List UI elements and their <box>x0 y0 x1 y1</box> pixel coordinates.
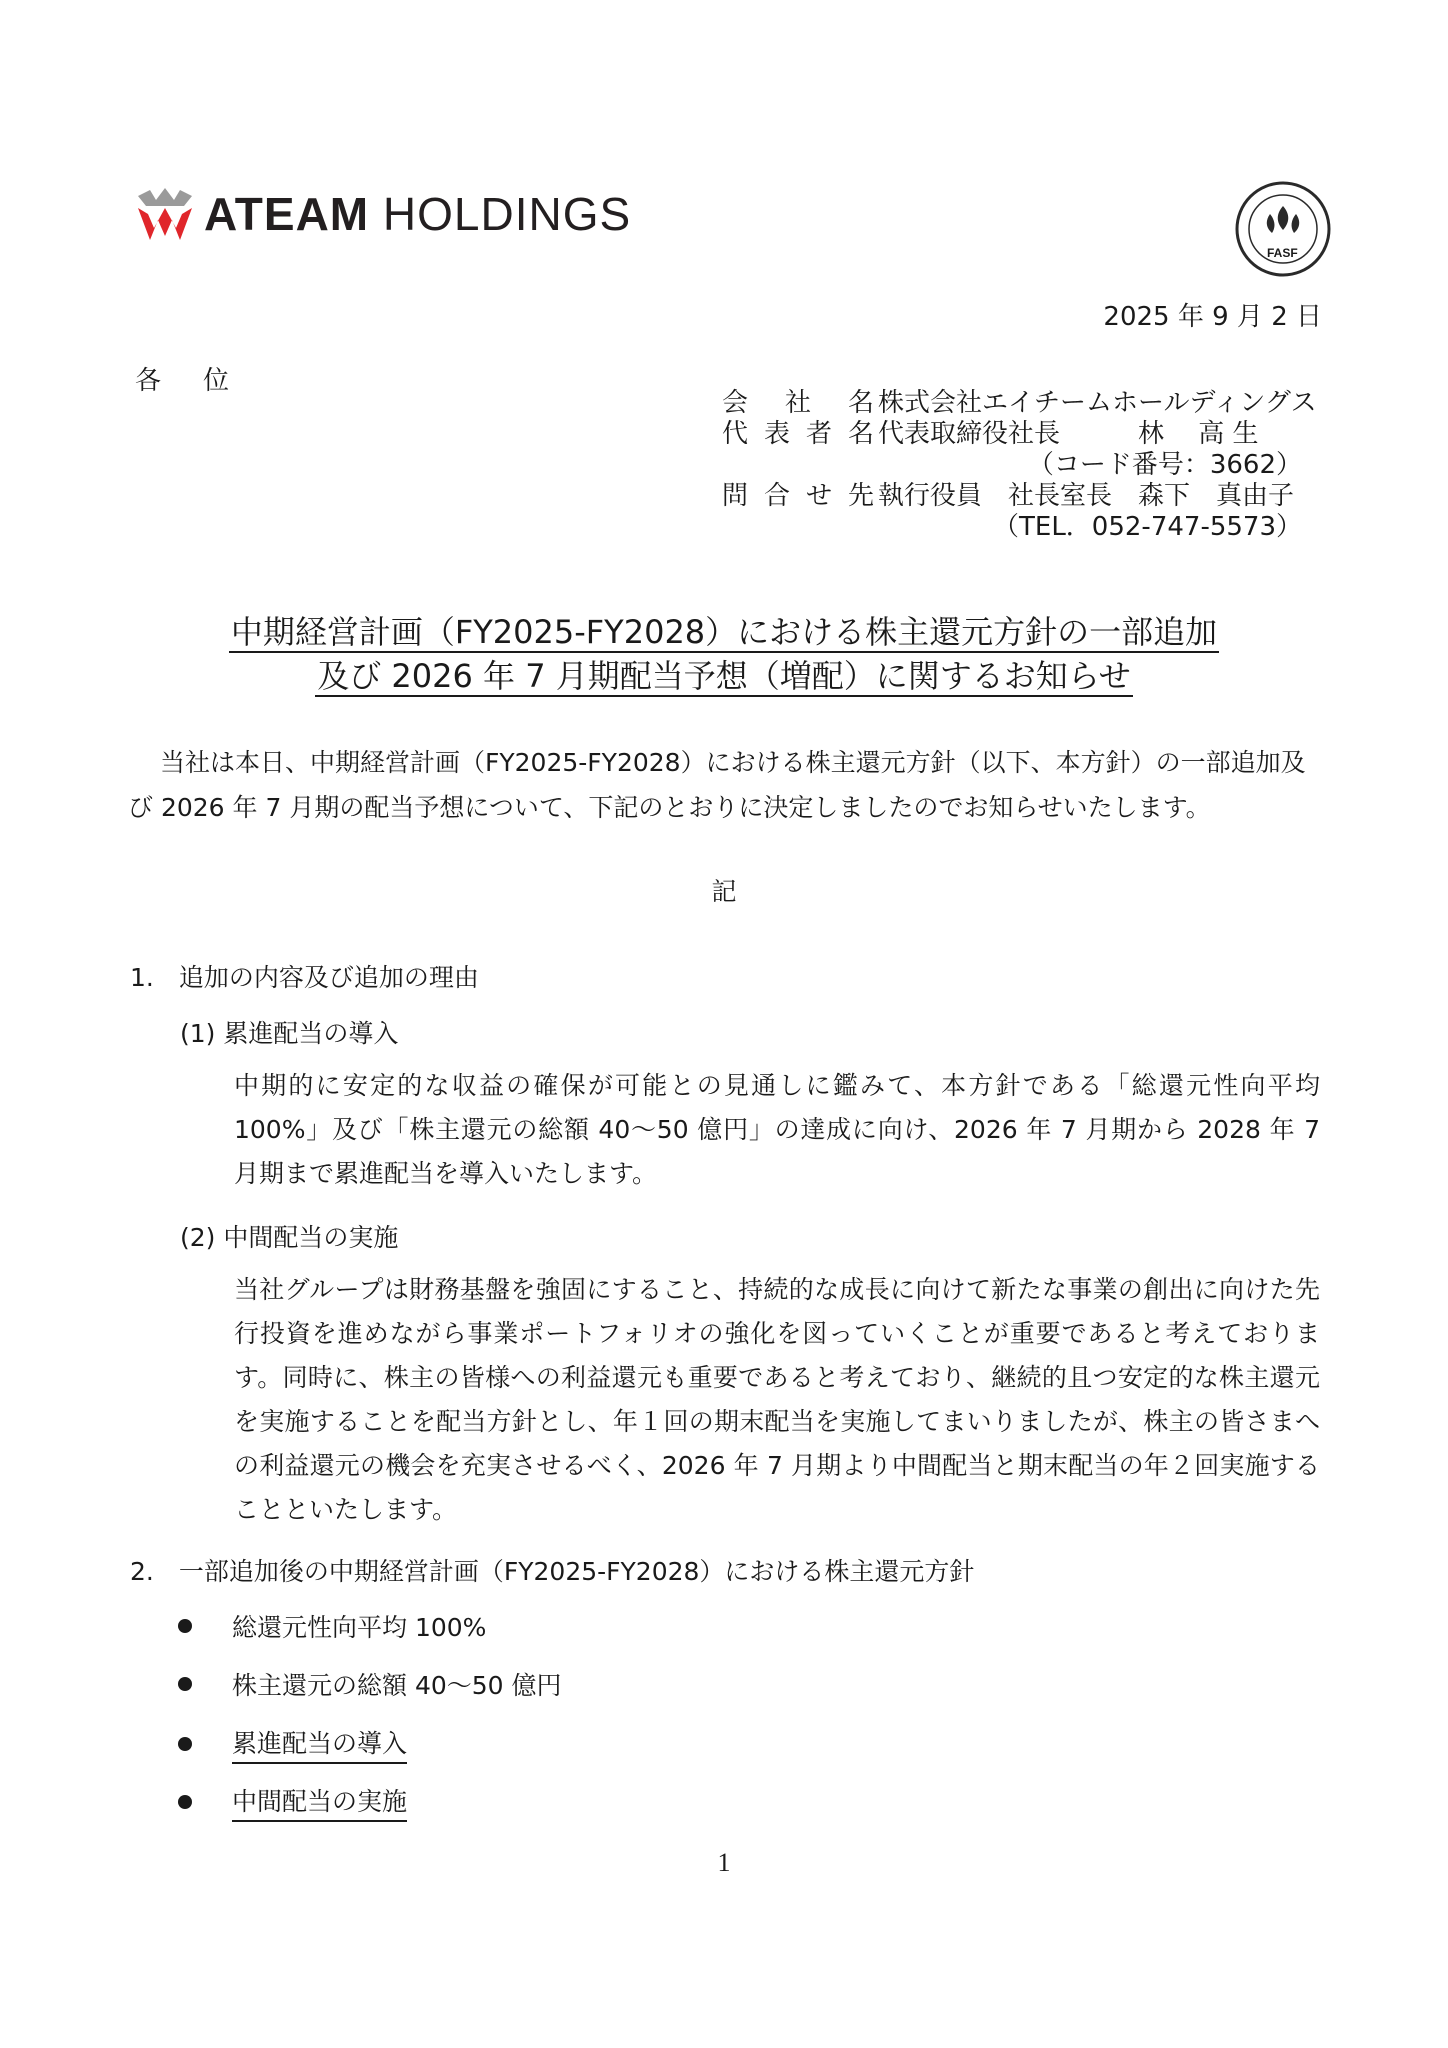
representative-value: 代表取締役社長 林 高 生 <box>878 419 1259 449</box>
representative-row <box>722 419 1317 450</box>
stock-code: （コード番号：3662） <box>1027 450 1302 480</box>
ki-marker: 記 <box>711 877 737 906</box>
intro-paragraph: 当社は本日、中期経営計画（FY2025-FY2028）における株主還元方針（以下、本方針）の一部追加及び 2026 年 7 月期の配当予想について、下記のとおりに決定しましたのでお知らせいたします。 <box>128 748 1306 822</box>
bullet-text-underlined: 累進配当の導入 <box>232 1724 407 1764</box>
issue-date: 2025 年 9 月 2 日 <box>1103 302 1322 332</box>
bullet-dot-icon <box>178 1677 192 1691</box>
section-1-2-text: 当社グループは財務基盤を強固にすること、持続的な成長に向けて新たな事業の創出に向けた先行投資を進めながら事業ポートフォリオの強化を図っていくことが重要であると考えております。同時に、株主の皆様への利益還元も重要であると考えており、継続的且つ安定的な株主還元を実施することを配当方針とし、年１回の期末配当を実施してまいりましたが、株主の皆さまへの利益還元の機会を充実させるべく、2026 年 7 月期より中間配当と期末配当の年２回実施することといたします。 <box>234 1275 1320 1524</box>
page-number: 1 <box>717 1848 731 1877</box>
bullet-dot-icon <box>178 1737 192 1751</box>
fasf-member-seal <box>1234 180 1332 282</box>
section-1-heading: 1. 追加の内容及び追加の理由 <box>130 963 479 992</box>
fasf-seal-icon <box>1234 180 1332 278</box>
bullet-text-underlined: 中間配当の実施 <box>232 1782 407 1822</box>
contact-label: 問合せ先 <box>722 481 874 511</box>
title-line-2: 及び 2026 年 7 月期配当予想（増配）に関するお知らせ <box>317 657 1131 695</box>
list-item <box>178 1608 486 1644</box>
contact-tel: （TEL．052-747-5573） <box>993 512 1302 542</box>
bullet-dot-icon <box>178 1619 192 1633</box>
section-1-1-text: 中期的に安定的な収益の確保が可能との見通しに鑑みて、本方針である「総還元性向平均 100%」及び「株主還元の総額 40～50 億円」の達成に向け、2026 年 7 月期から 2028 年 7 月期まで累進配当を導入いたします。 <box>234 1071 1320 1188</box>
list-item <box>178 1782 407 1822</box>
logo-wordmark-bold: ATEAM <box>204 188 370 240</box>
contact-value: 執行役員 社長室長 森下 真由子 <box>878 481 1295 511</box>
bullet-dot-icon <box>178 1795 192 1809</box>
addressee: 各位 <box>135 366 272 396</box>
list-item <box>178 1724 407 1764</box>
section-1-2-heading: (2) 中間配当の実施 <box>180 1223 399 1252</box>
ateam-logo-mark-icon <box>134 186 196 242</box>
company-name-label: 会社名 <box>722 388 874 418</box>
section-1-1-heading: (1) 累進配当の導入 <box>180 1019 399 1048</box>
logo-wordmark <box>204 187 631 241</box>
company-name-value: 株式会社エイチームホールディングス <box>878 388 1317 418</box>
title-line-1: 中期経営計画（FY2025-FY2028）における株主還元方針の一部追加 <box>230 613 1218 651</box>
bullet-text: 株主還元の総額 40～50 億円 <box>232 1671 562 1700</box>
company-logo <box>134 186 631 242</box>
fasf-label: FASF <box>1267 246 1298 260</box>
page-title <box>150 610 1298 698</box>
contact-row <box>722 481 1317 512</box>
section-2-heading: 2. 一部追加後の中期経営計画（FY2025-FY2028）における株主還元方針 <box>130 1557 975 1586</box>
bullet-text: 総還元性向平均 100% <box>232 1613 487 1642</box>
representative-label: 代表者名 <box>722 419 874 449</box>
logo-wordmark-light: HOLDINGS <box>382 188 632 240</box>
company-info-block <box>722 388 1317 543</box>
company-name-row <box>722 388 1317 419</box>
list-item <box>178 1666 562 1702</box>
